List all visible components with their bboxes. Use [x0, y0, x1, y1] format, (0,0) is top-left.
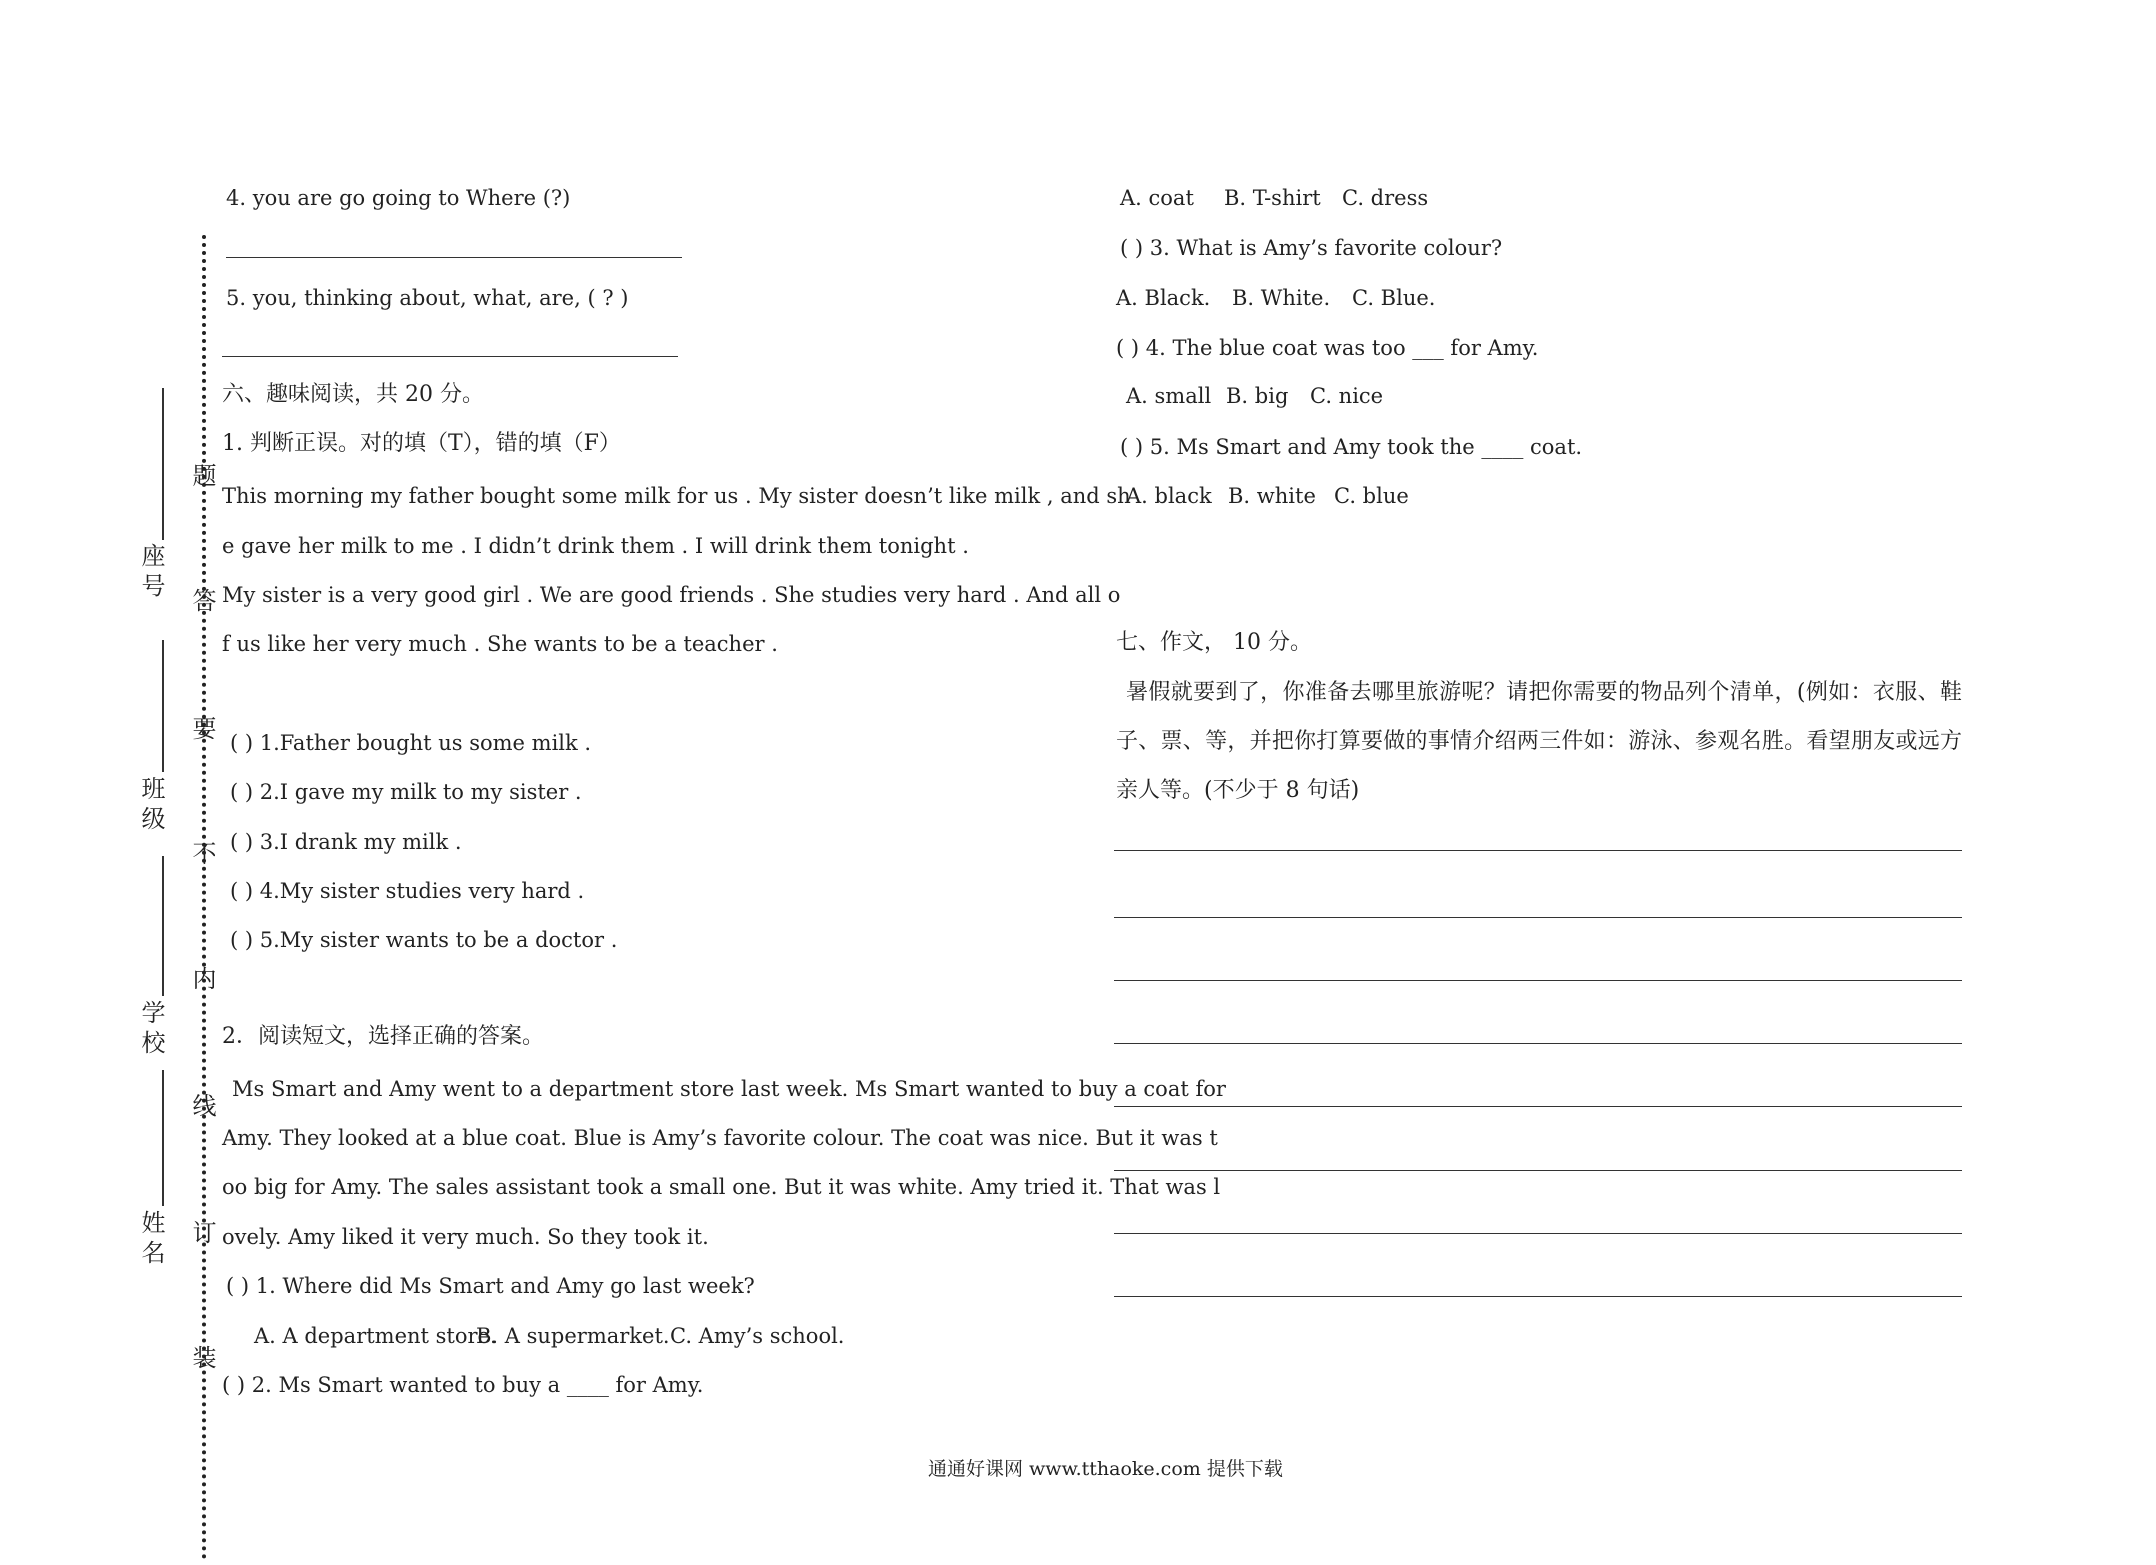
school-label: 学校 [137, 1000, 165, 1060]
essay-line-1[interactable] [1114, 850, 1962, 851]
essay-line-6[interactable] [1114, 1170, 1962, 1171]
margin-label-ding: 订 [188, 1220, 216, 1244]
answer-line-q5[interactable] [222, 356, 678, 357]
essay-line-2[interactable] [1114, 917, 1962, 918]
mc-question-1[interactable]: ( ) 1. Where did Ms Smart and Amy go last week? [226, 1274, 755, 1298]
part-2-title: 2．阅读短文，选择正确的答案。 [222, 1024, 544, 1049]
class-label: 班级 [137, 776, 165, 836]
part-1-title: 1. 判断正误。对的填（T），错的填（F） [222, 431, 621, 456]
passage-2-line-1: Ms Smart and Amy went to a department store last week. Ms Smart wanted to buy a coat for [232, 1077, 1226, 1101]
margin-label-ti: 题 [188, 463, 216, 487]
reorder-q5: 5. you, thinking about, what, are, ( ? ) [226, 286, 629, 310]
seat-number-label: 座号 [137, 543, 165, 603]
passage-2-line-4: ovely. Amy liked it very much. So they took it. [222, 1225, 709, 1249]
mc-3-option-a: A. Black. [1116, 286, 1211, 310]
mc-2-option-a: A. coat [1120, 186, 1194, 210]
seat-number-blank[interactable] [162, 388, 164, 540]
mc-question-2[interactable]: ( ) 2. Ms Smart wanted to buy a ____ for Amy. [222, 1373, 704, 1397]
passage-1-line-3: My sister is a very good girl . We are good friends . She studies very hard . And all o [222, 583, 1121, 607]
tf-item-4[interactable]: ( ) 4.My sister studies very hard . [230, 879, 585, 903]
essay-line-4[interactable] [1114, 1043, 1962, 1044]
passage-2-line-3: oo big for Amy. The sales assistant took a small one. But it was white. Amy tried it. That was l [222, 1175, 1221, 1199]
tf-item-2[interactable]: ( ) 2.I gave my milk to my sister . [230, 780, 582, 804]
section-6-title: 六、趣味阅读，共 20 分。 [222, 382, 484, 407]
essay-line-8[interactable] [1114, 1296, 1962, 1297]
essay-prompt-line-2: 子、票、等，并把你打算要做的事情介绍两三件如：游泳、参观名胜。看望朋友或远方 [1116, 729, 1962, 754]
passage-1-line-1: This morning my father bought some milk for us . My sister doesn’t like milk , and sh [222, 484, 1131, 508]
mc-3-option-c: C. Blue. [1352, 286, 1436, 310]
tf-item-1[interactable]: ( ) 1.Father bought us some milk . [230, 731, 592, 755]
tf-item-5[interactable]: ( ) 5.My sister wants to be a doctor . [230, 928, 618, 952]
essay-line-7[interactable] [1114, 1233, 1962, 1234]
essay-prompt-line-3: 亲人等。(不少于 8 句话) [1116, 778, 1360, 803]
mc-1-option-a: A. A department store. [254, 1324, 497, 1348]
mc-5-option-a: A. black [1126, 484, 1212, 508]
essay-line-3[interactable] [1114, 980, 1962, 981]
mc-question-5[interactable]: ( ) 5. Ms Smart and Amy took the ____ coat. [1120, 435, 1583, 459]
margin-label-bu: 不 [188, 841, 216, 865]
reorder-q4: 4. you are go going to Where (?) [226, 186, 571, 210]
class-blank[interactable] [162, 640, 164, 772]
margin-label-zhuang: 装 [188, 1345, 216, 1369]
mc-5-option-b: B. white [1228, 484, 1316, 508]
footer-source: 通通好课网 www.tthaoke.com 提供下载 [928, 1458, 1283, 1480]
margin-label-da: 答 [188, 588, 216, 612]
margin-label-nei: 内 [188, 966, 216, 990]
mc-2-option-b: B. T-shirt [1224, 186, 1321, 210]
name-blank[interactable] [162, 1070, 164, 1206]
section-7-title: 七、作文， 10 分。 [1116, 630, 1312, 655]
margin-label-yao: 要 [188, 716, 216, 740]
mc-question-3[interactable]: ( ) 3. What is Amy’s favorite colour? [1120, 236, 1503, 260]
mc-question-4[interactable]: ( ) 4. The blue coat was too ___ for Amy. [1116, 336, 1539, 360]
margin-label-xian: 线 [188, 1093, 216, 1117]
passage-1-line-2: e gave her milk to me . I didn’t drink them . I will drink them tonight . [222, 534, 969, 558]
passage-1-line-4: f us like her very much . She wants to be a teacher . [222, 632, 778, 656]
mc-2-option-c: C. dress [1342, 186, 1429, 210]
mc-4-option-a: A. small [1126, 384, 1212, 408]
school-blank[interactable] [162, 856, 164, 996]
mc-1-option-b: B. A supermarket. [476, 1324, 670, 1348]
mc-1-option-c: C. Amy’s school. [670, 1324, 845, 1348]
mc-4-option-b: B. big [1226, 384, 1289, 408]
tf-item-3[interactable]: ( ) 3.I drank my milk . [230, 830, 462, 854]
essay-line-5[interactable] [1114, 1106, 1962, 1107]
essay-prompt-line-1: 暑假就要到了，你准备去哪里旅游呢？请把你需要的物品列个清单，(例如：衣服、鞋 [1126, 680, 1962, 705]
passage-2-line-2: Amy. They looked at a blue coat. Blue is Amy’s favorite colour. The coat was nice. But it was t [222, 1126, 1218, 1150]
mc-3-option-b: B. White. [1232, 286, 1331, 310]
answer-line-q4[interactable] [226, 257, 682, 258]
name-label: 姓名 [137, 1210, 165, 1270]
mc-5-option-c: C. blue [1334, 484, 1409, 508]
mc-4-option-c: C. nice [1310, 384, 1384, 408]
